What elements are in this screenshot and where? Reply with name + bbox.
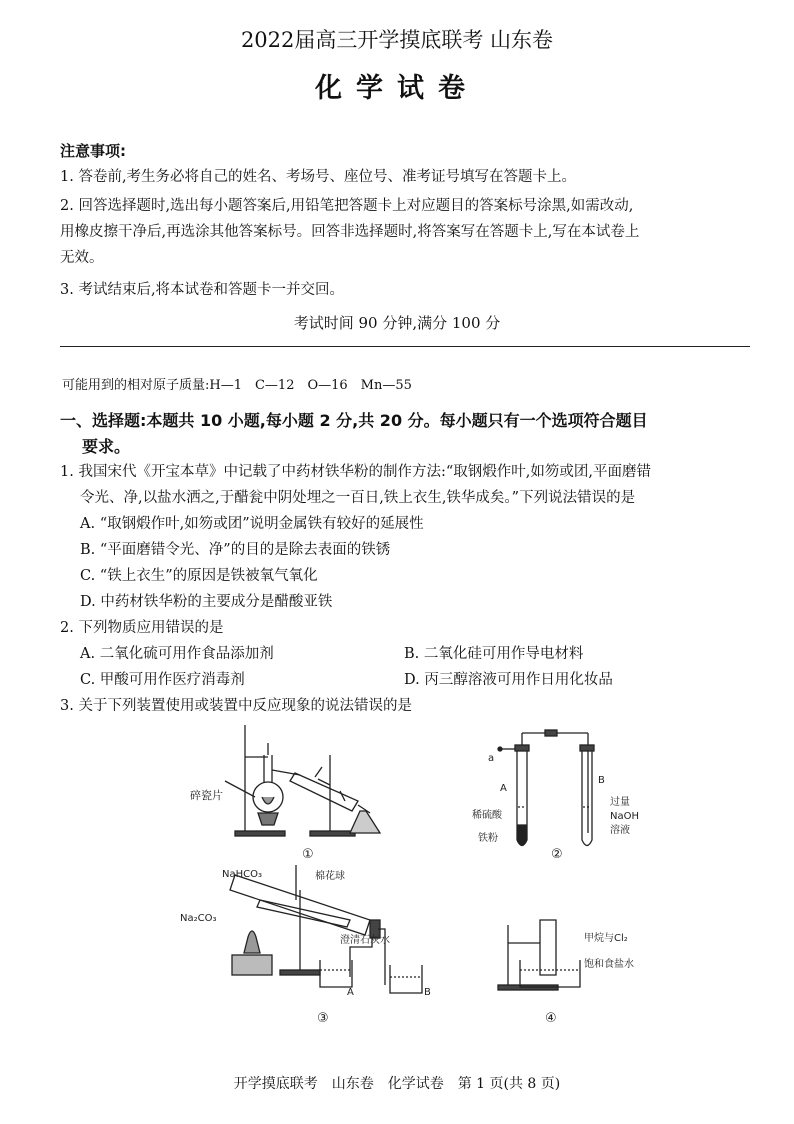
- q2-option-b: B. 二氧化硅可用作导电材料: [404, 646, 584, 662]
- fig3-label-limewater: 澄清石灰水: [340, 935, 390, 946]
- fig3-label-B: B: [424, 987, 431, 998]
- q2-stem: 2. 下列物质应用错误的是: [60, 620, 224, 636]
- fig2-label-iron-powder: 铁粉: [478, 833, 498, 844]
- fig2-label-dilute-acid: 稀硫酸: [472, 810, 502, 821]
- fig2-label-B: B: [598, 775, 605, 786]
- q1-stem-line-2: 令光、净,以盐水洒之,于醋瓮中阴处埋之一百日,铁上衣生,铁华成矣。”下列说法错误的是: [80, 490, 636, 506]
- fig4-label-brine: 饱和食盐水: [584, 959, 634, 970]
- fig1-number: ①: [302, 847, 314, 862]
- exam-time: 考试时间 90 分钟,满分 100 分: [293, 314, 501, 332]
- q2-option-a: A. 二氧化硫可用作食品添加剂: [80, 646, 274, 662]
- exam-title: 2022届高三开学摸底联考 山东卷: [240, 28, 554, 52]
- atomic-masses: 可能用到的相对原子质量:H—1 C—12 O—16 Mn—55: [62, 378, 412, 393]
- notes-heading: 注意事项:: [60, 142, 126, 160]
- fig4-label-methane-cl2: 甲烷与Cl₂: [584, 933, 628, 944]
- q1-option-a: A. “取钢煅作叶,如笏或团”说明金属铁有较好的延展性: [80, 516, 424, 532]
- note-item-1: 1. 答卷前,考生务必将自己的姓名、考场号、座位号、准考证号填写在答题卡上。: [60, 169, 577, 185]
- fig3-label-A: A: [347, 987, 354, 998]
- fig4-number: ④: [545, 1011, 557, 1026]
- note-item-2-line-2: 用橡皮擦干净后,再选涂其他答案标号。回答非选择题时,将答案写在答题卡上,写在本试卷上: [60, 224, 640, 240]
- q1-option-b: B. “平面磨错令光、净”的目的是除去表面的铁锈: [80, 542, 391, 558]
- fig2-label-solution: 溶液: [610, 825, 630, 836]
- fig3-label-cotton: 棉花球: [315, 871, 345, 882]
- fig2-label-a: a: [488, 753, 495, 764]
- methane-chlorine-apparatus-drawing: [498, 920, 580, 990]
- q2-option-c: C. 甲酸可用作医疗消毒剂: [80, 672, 245, 688]
- q1-stem-line-1: 1. 我国宋代《开宝本草》中记载了中药材铁华粉的制作方法:“取钢煅作叶,如笏或团,平面磨错: [60, 464, 651, 480]
- fig2-label-A: A: [500, 783, 507, 794]
- fig2-label-excess: 过量: [610, 797, 630, 808]
- carbonate-heating-apparatus-drawing: [230, 865, 422, 993]
- fig3-label-nahco3: NaHCO₃: [222, 869, 262, 880]
- q1-option-d: D. 中药材铁华粉的主要成分是醋酸亚铁: [80, 594, 333, 610]
- note-item-3: 3. 考试结束后,将本试卷和答题卡一并交回。: [60, 282, 345, 298]
- subject-title: 化学试卷: [315, 73, 479, 104]
- fig2-label-naoh: NaOH: [610, 811, 639, 822]
- page-footer: 开学摸底联考 山东卷 化学试卷 第 1 页(共 8 页): [233, 1076, 561, 1092]
- note-item-2-line-1: 2. 回答选择题时,选出每小题答案后,用铅笔把答题卡上对应题目的答案标号涂黑,如需改动,: [60, 198, 634, 214]
- fig3-label-na2co3: Na₂CO₃: [180, 913, 217, 924]
- ferrous-hydroxide-apparatus-drawing: [498, 730, 594, 846]
- q1-option-c: C. “铁上衣生”的原因是铁被氧气氧化: [80, 568, 318, 584]
- fig1-label-broken-porcelain: 碎瓷片: [190, 789, 223, 802]
- apparatus-figures: [0, 715, 794, 1040]
- q2-option-d: D. 丙三醇溶液可用作日用化妆品: [404, 672, 613, 688]
- fig2-number: ②: [551, 847, 563, 862]
- distillation-apparatus-drawing: [225, 725, 380, 836]
- fig3-number: ③: [317, 1011, 329, 1026]
- section-heading-line-2: 要求。: [82, 437, 131, 456]
- q3-stem: 3. 关于下列装置使用或装置中反应现象的说法错误的是: [60, 698, 412, 714]
- note-item-2-line-3: 无效。: [60, 250, 104, 266]
- divider: [60, 346, 750, 347]
- section-heading-line-1: 一、选择题:本题共 10 小题,每小题 2 分,共 20 分。每小题只有一个选项符合题目: [60, 411, 648, 430]
